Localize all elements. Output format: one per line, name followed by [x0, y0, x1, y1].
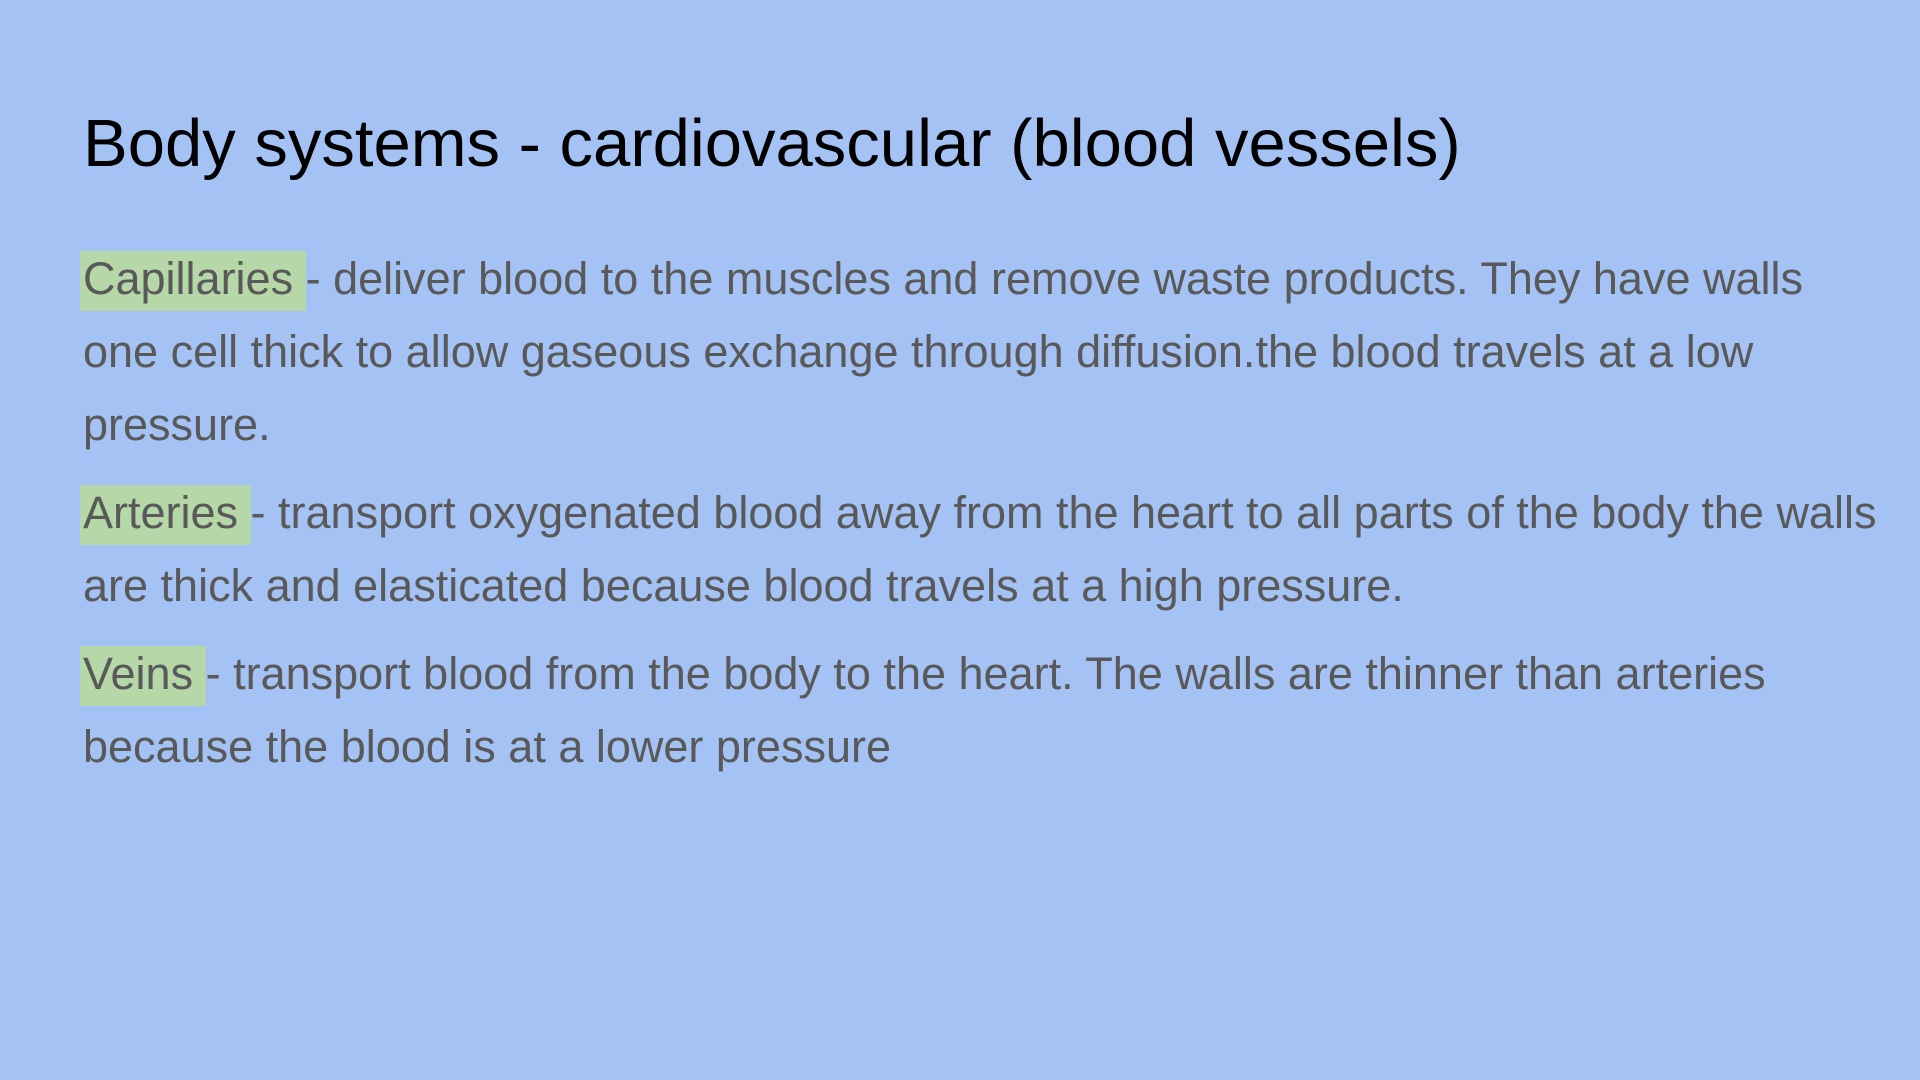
paragraph-veins	[83, 637, 1883, 783]
veins-highlighted-term: Veins	[80, 646, 206, 706]
capillaries-description: - deliver blood to the muscles and remove waste products. They have walls one cell thick to allow gaseous exchange through diffusion.the blood travels at a low pressure.	[83, 253, 1804, 450]
slide-body-textbox	[83, 242, 1883, 798]
arteries-highlighted-term: Arteries	[80, 485, 251, 545]
paragraph-arteries	[83, 476, 1883, 622]
veins-description: - transport blood from the body to the heart. The walls are thinner than arteries because the blood is at a lower pressure	[83, 648, 1766, 772]
slide-title: Body systems - cardiovascular (blood vessels)	[83, 106, 1461, 181]
arteries-description: - transport oxygenated blood away from the heart to all parts of the body the walls are thick and elasticated because blood travels at a high pressure.	[83, 487, 1877, 611]
paragraph-capillaries	[83, 242, 1883, 461]
capillaries-highlighted-term: Capillaries	[80, 251, 306, 311]
